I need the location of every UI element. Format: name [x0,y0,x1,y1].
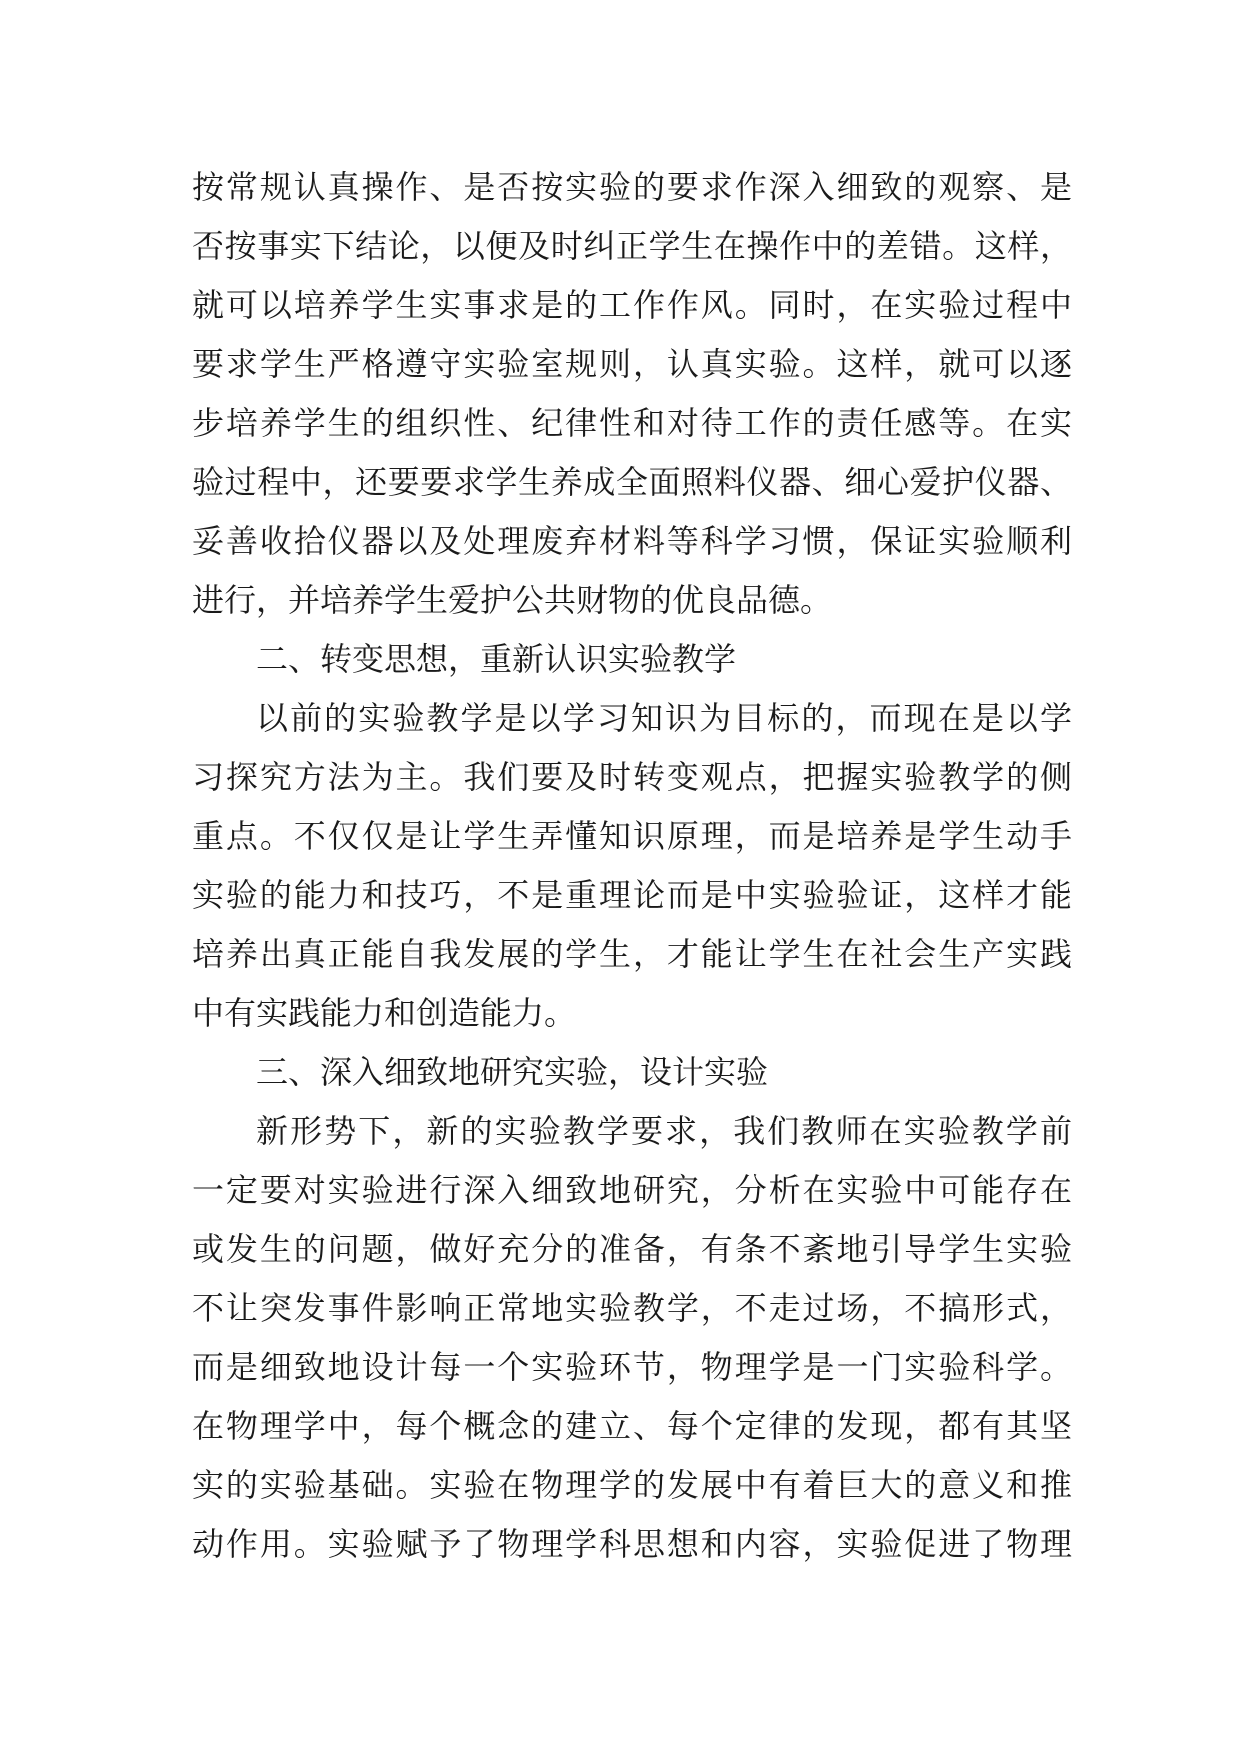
text-line: 或发生的问题，做好充分的准备，有条不紊地引导学生实验 [192,1230,1072,1268]
text-line: 在物理学中，每个概念的建立、每个定律的发现，都有其坚 [192,1407,1072,1445]
text-line: 否按事实下结论，以便及时纠正学生在操作中的差错。这样， [192,227,1072,265]
text-line: 中有实践能力和创造能力。 [192,994,577,1032]
text-line: 一定要对实验进行深入细致地研究，分析在实验中可能存在 [192,1171,1072,1209]
text-line: 培养出真正能自我发展的学生，才能让学生在社会生产实践 [192,935,1072,973]
text-line: 实验的能力和技巧，不是重理论而是中实验验证，这样才能 [192,876,1072,914]
section-heading [192,1043,1072,1102]
text-line: 步培养学生的组织性、纪律性和对待工作的责任感等。在实 [192,404,1072,442]
text-line: 验过程中，还要要求学生养成全面照料仪器、细心爱护仪器、 [192,463,1072,501]
text-line: 动作用。实验赋予了物理学科思想和内容，实验促进了物理 [192,1525,1072,1563]
section-heading [192,630,1072,689]
paragraph [192,158,1072,630]
text-line: 重点。不仅仅是让学生弄懂知识原理，而是培养是学生动手 [192,817,1072,855]
text-line: 以前的实验教学是以学习知识为目标的，而现在是以学 [256,699,1072,737]
text-line: 按常规认真操作、是否按实验的要求作深入细致的观察、是 [192,168,1072,206]
text-line: 三、深入细致地研究实验，设计实验 [256,1053,769,1091]
document-body [192,158,1072,1574]
text-line: 就可以培养学生实事求是的工作作风。同时，在实验过程中 [192,286,1072,324]
text-line: 习探究方法为主。我们要及时转变观点，把握实验教学的侧 [192,758,1072,796]
text-line: 实的实验基础。实验在物理学的发展中有着巨大的意义和推 [192,1466,1072,1504]
paragraph [192,1102,1072,1574]
text-line: 进行，并培养学生爱护公共财物的优良品德。 [192,581,833,619]
text-line: 而是细致地设计每一个实验环节，物理学是一门实验科学。 [192,1348,1072,1386]
text-line: 不让突发事件影响正常地实验教学，不走过场，不搞形式， [192,1289,1072,1327]
text-line: 新形势下，新的实验教学要求，我们教师在实验教学前 [256,1112,1072,1150]
text-line: 妥善收拾仪器以及处理废弃材料等科学习惯，保证实验顺利 [192,522,1072,560]
paragraph [192,689,1072,1043]
text-line: 要求学生严格遵守实验室规则，认真实验。这样，就可以逐 [192,345,1072,383]
text-line: 二、转变思想，重新认识实验教学 [256,640,737,678]
